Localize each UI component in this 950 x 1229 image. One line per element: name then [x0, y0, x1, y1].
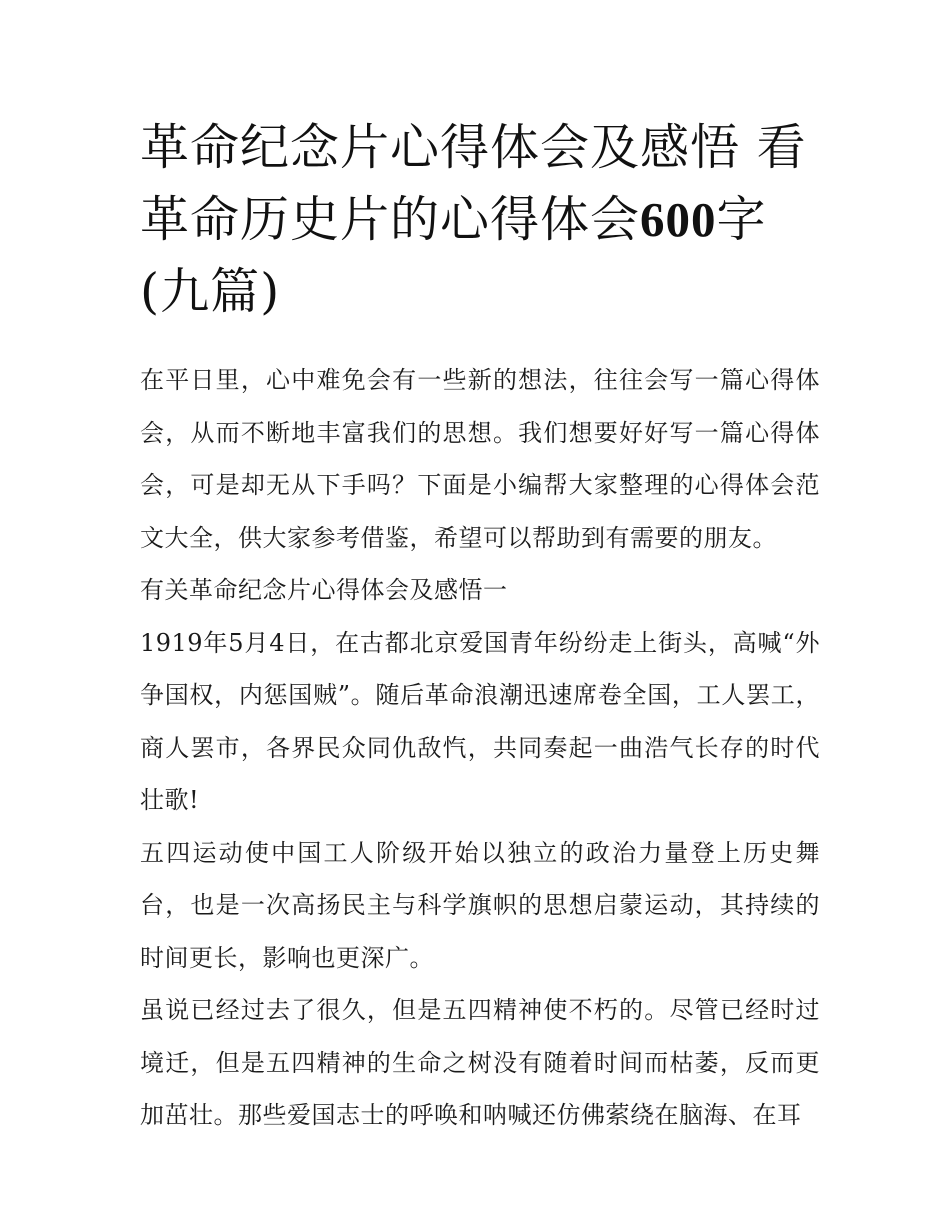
title-text-part2: 字(九篇) — [140, 191, 767, 320]
title-text-part1: 革命纪念片心得体会及感悟 看革命历史片的心得体会 — [140, 119, 807, 248]
intro-paragraph: 在平日里，心中难免会有一些新的想法，往往会写一篇心得体会，从而不断地丰富我们的思想。我们想要好好写一篇心得体会，可是却无从下手吗？下面是小编帮大家整理的心得体会范文大全，供大家参考借鉴，希望可以帮助到有需要的朋友。 — [140, 366, 820, 552]
body-paragraph: 虽说已经过去了很久，但是五四精神使不朽的。尽管已经时过境迁，但是五四精神的生命之树没有随着时间而枯萎，反而更加茁壮。那些爱国志士的呼唤和呐喊还仿佛萦绕在脑海、在耳 — [140, 996, 820, 1129]
body-paragraph: 五四运动使中国工人阶级开始以独立的政治力量登上历史舞台，也是一次高扬民主与科学旗帜的思想启蒙运动，其持续的时间更长，影响也更深广。 — [140, 838, 820, 972]
document-body — [140, 354, 820, 1142]
title-number: 600 — [640, 192, 717, 247]
body-paragraph: 1919年5月4日，在古都北京爱国青年纷纷走上街头，高喊“外争国权，内惩国贼”。随后革命浪潮迅速席卷全国，工人罢工，商人罢市，各界民众同仇敌忾，共同奏起一曲浩气长存的时代壮歌! — [140, 628, 820, 814]
document-title — [140, 112, 820, 328]
section-heading: 有关革命纪念片心得体会及感悟一 — [140, 576, 508, 604]
